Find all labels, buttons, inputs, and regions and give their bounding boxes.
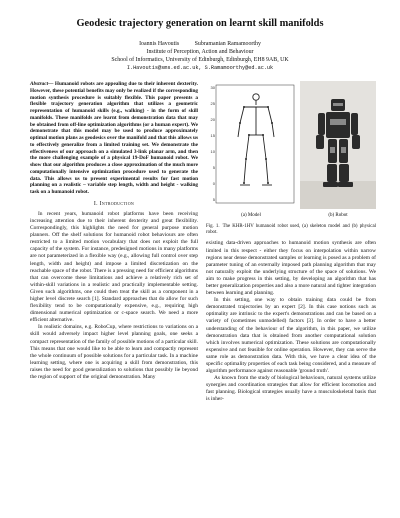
author-name: Ioannis Havoutis (139, 41, 180, 47)
skeleton-model-plot (206, 81, 296, 209)
abstract (30, 81, 198, 196)
abstract-text: — Humanoid robots are appealing due to their inherent dexterity. However, these potential benefits may only be realized if the corresponding motion synthesis procedure is suitably flexible. This paper presents a flexible trajectory generation algorithm that utilizes a geometric representation of humanoid skills (e.g., walking) - in the form of skill manifolds. These manifolds are learnt from demonstration data that may be obtained from off-line optimization algorithms (or a human expert). We demonstrate that this model may be used to produce approximately optimal motion plans as geodesics over the manifold and that this allows us to effectively generalize from a limited training set. We demonstrate the effectiveness of our approach on a simulated 3-link planar arm, and then the more challenging example of a physical 19-DoF humanoid robot. We show that our algorithm produces a close approximation of the much more computationally intensive optimization procedure used to generate the data. This allows us to present experimental results for fast motion planning on a realistic – variable step length, width and height - walking task on a humanoid robot. (30, 81, 198, 195)
author-institute: Institute of Perception, Action and Behaviour (146, 49, 254, 55)
subfigure-label: (a) Model (241, 213, 261, 218)
axis-tick-label: 5 (212, 197, 215, 202)
body-paragraph: existing data-driven approaches to humanoid motion synthesis are often limited in this respect - either they focus on interpolation within narrow regions near dense demonstrated samples or learning is posed as a problem of parameter tuning of an externally imposed path planning algorithm that may not naturally exploit the underlying structure of the space of solutions. We aim to make progress in this setting, by developing an algorithm that has better generalization properties and also a more natural and tighter integration between learning and planning. (206, 240, 376, 297)
axis-tick-label: 20 (210, 117, 215, 122)
author-block (0, 40, 400, 72)
body-paragraph: In realistic domains, e.g. RoboCup, where restrictions to variations on a skill would adversely impact higher level planning goals, one seeks a compact representation of the family of possible motions of a particular skill. This means that one would like to be able to learn and compactly represent the whole continuum of possible solutions for a particular task. In a machine learning setting, where one is acquiring a skill from demonstration, this raises the need for good generalization to solutions that possibly lie beyond the region of support of the original demonstration. Many (30, 324, 198, 380)
author-email: I.Havoutis@sms.ed.ac.uk, S.Ramamoorthy@ed.ac.uk (126, 65, 274, 71)
body-paragraph: As known from the study of biological behaviours, natural systems utilize synergies and coordination strategies that allow for efficient locomotion and fast planning. Biological strategies usually have a musculoskeletal basis that is inher- (206, 375, 376, 403)
caption-text: The KHR-1HV humanoid robot used, (a) skeleton model and (b) physical robot. (206, 224, 376, 236)
axis-tick-label: 5 (212, 165, 215, 170)
author-school: School of Informatics, University of Edinburgh, Edinburgh, EH8 9AB, UK (111, 57, 289, 63)
robot-photo-panel (300, 81, 376, 209)
body-paragraph: In this setting, one way to obtain training data could be from demonstrated trajectories by an expert [2]. In this case notions such as optimality are intrinsic to the expert's demonstrations and can be based on a variety of (sometimes unmodelled) factors [3]. In order to have a better understanding of the behaviour of the algorithm, in this paper, we utilize demonstration data that is obtained from another computational solution which involves numerical optimization. These solutions are computationally expensive and not feasible for online operation. However, they can serve the same role as demonstration data. With this, we have a clear idea of the specific optimality properties of each task being considered, and a measure of algorithm performance against reasonable 'ground truth'. (206, 297, 376, 375)
figure-caption (206, 224, 376, 236)
section-heading: I. Introduction (93, 200, 135, 207)
figure-1 (206, 81, 376, 223)
axis-tick-label: 10 (210, 149, 215, 154)
author-names (0, 40, 400, 48)
paper-title: Geodesic trajectory generation on learnt skill manifolds (76, 18, 324, 29)
subfigure-label: (b) Robot (328, 213, 348, 218)
body-paragraph: In recent years, humanoid robot platforms have been receiving increasing attention due to their inherent dexterity and great flexibility. Correspondingly, this highlights the need for general purpose motion planners. Off the shelf solutions for humanoid robot behaviours are often restricted to a limited motion vocabulary that does not exploit the full capacity of the system. For instance, predesigned motions in many platforms are not parameterized in a flexible way (e.g., allowing full control over step length, width and height) and impose a limited discretization on the reachable space of the robot. There is a pressing need for efficient algorithms that can overcome these limitations and achieve a relatively rich set of within-skill variations in a realistic and practically implementable setting. Given such algorithms, one could then treat the skill as a component in a higher level discrete search [1]. Standard approaches that do allow for such flexibility tend to be computationally expensive, e.g., requiring high dimensional numerical optimization or c-space search. We need a more efficient alternative. (30, 210, 198, 324)
left-column (30, 81, 198, 381)
axis-tick-label: 0 (212, 181, 215, 186)
right-column (206, 81, 376, 404)
axis-tick-label: 25 (210, 101, 215, 106)
caption-label: Fig. 1. (206, 224, 220, 229)
robot-photo (300, 81, 376, 209)
axis-tick-label: 30 (210, 85, 215, 90)
skeleton-model-panel (206, 81, 296, 209)
author-name: Subramanian Ramamoorthy (194, 41, 261, 47)
axis-tick-label: 15 (210, 133, 215, 138)
abstract-lead: Abstract (30, 81, 49, 87)
